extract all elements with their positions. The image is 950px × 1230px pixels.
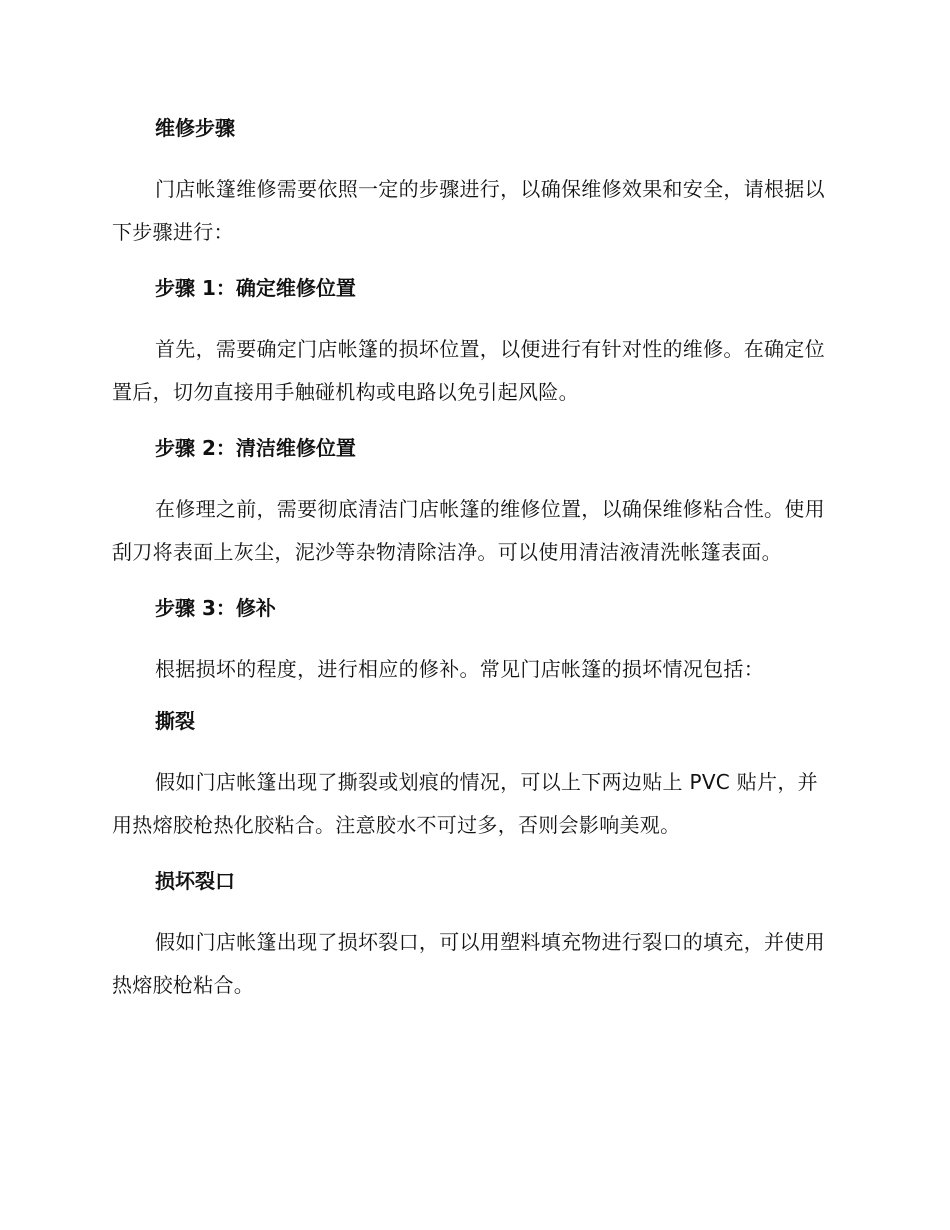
damage-paragraph: 假如门店帐篷出现了损坏裂口，可以用塑料填充物进行裂口的填充，并使用热熔胶枪粘合。 (112, 930, 825, 997)
step2-heading: 步骤 2：清洁维修位置 (155, 436, 356, 460)
tear-paragraph: 假如门店帐篷出现了撕裂或划痕的情况，可以上下两边贴上 PVC 贴片，并用热熔胶枪热化胶粘合。注意胶水不可过多，否则会影响美观。 (112, 770, 818, 837)
step3-paragraph: 根据损坏的程度，进行相应的修补。常见门店帐篷的损坏情况包括： (155, 657, 764, 681)
damage-heading: 损坏裂口 (155, 869, 235, 893)
step1-heading: 步骤 1：确定维修位置 (155, 276, 356, 300)
step2-paragraph: 在修理之前，需要彻底清洁门店帐篷的维修位置，以确保维修粘合性。使用刮刀将表面上灰尘，泥沙等杂物清除洁净。可以使用清洁液清洗帐篷表面。 (112, 497, 825, 564)
step3-heading: 步骤 3：修补 (155, 596, 276, 620)
tear-heading: 撕裂 (155, 709, 195, 733)
step1-paragraph: 首先，需要确定门店帐篷的损坏位置，以便进行有针对性的维修。在确定位置后，切勿直接用手触碰机构或电路以免引起风险。 (112, 337, 825, 404)
section-title: 维修步骤 (155, 116, 235, 140)
intro-paragraph: 门店帐篷维修需要依照一定的步骤进行，以确保维修效果和安全，请根据以下步骤进行： (112, 177, 825, 244)
